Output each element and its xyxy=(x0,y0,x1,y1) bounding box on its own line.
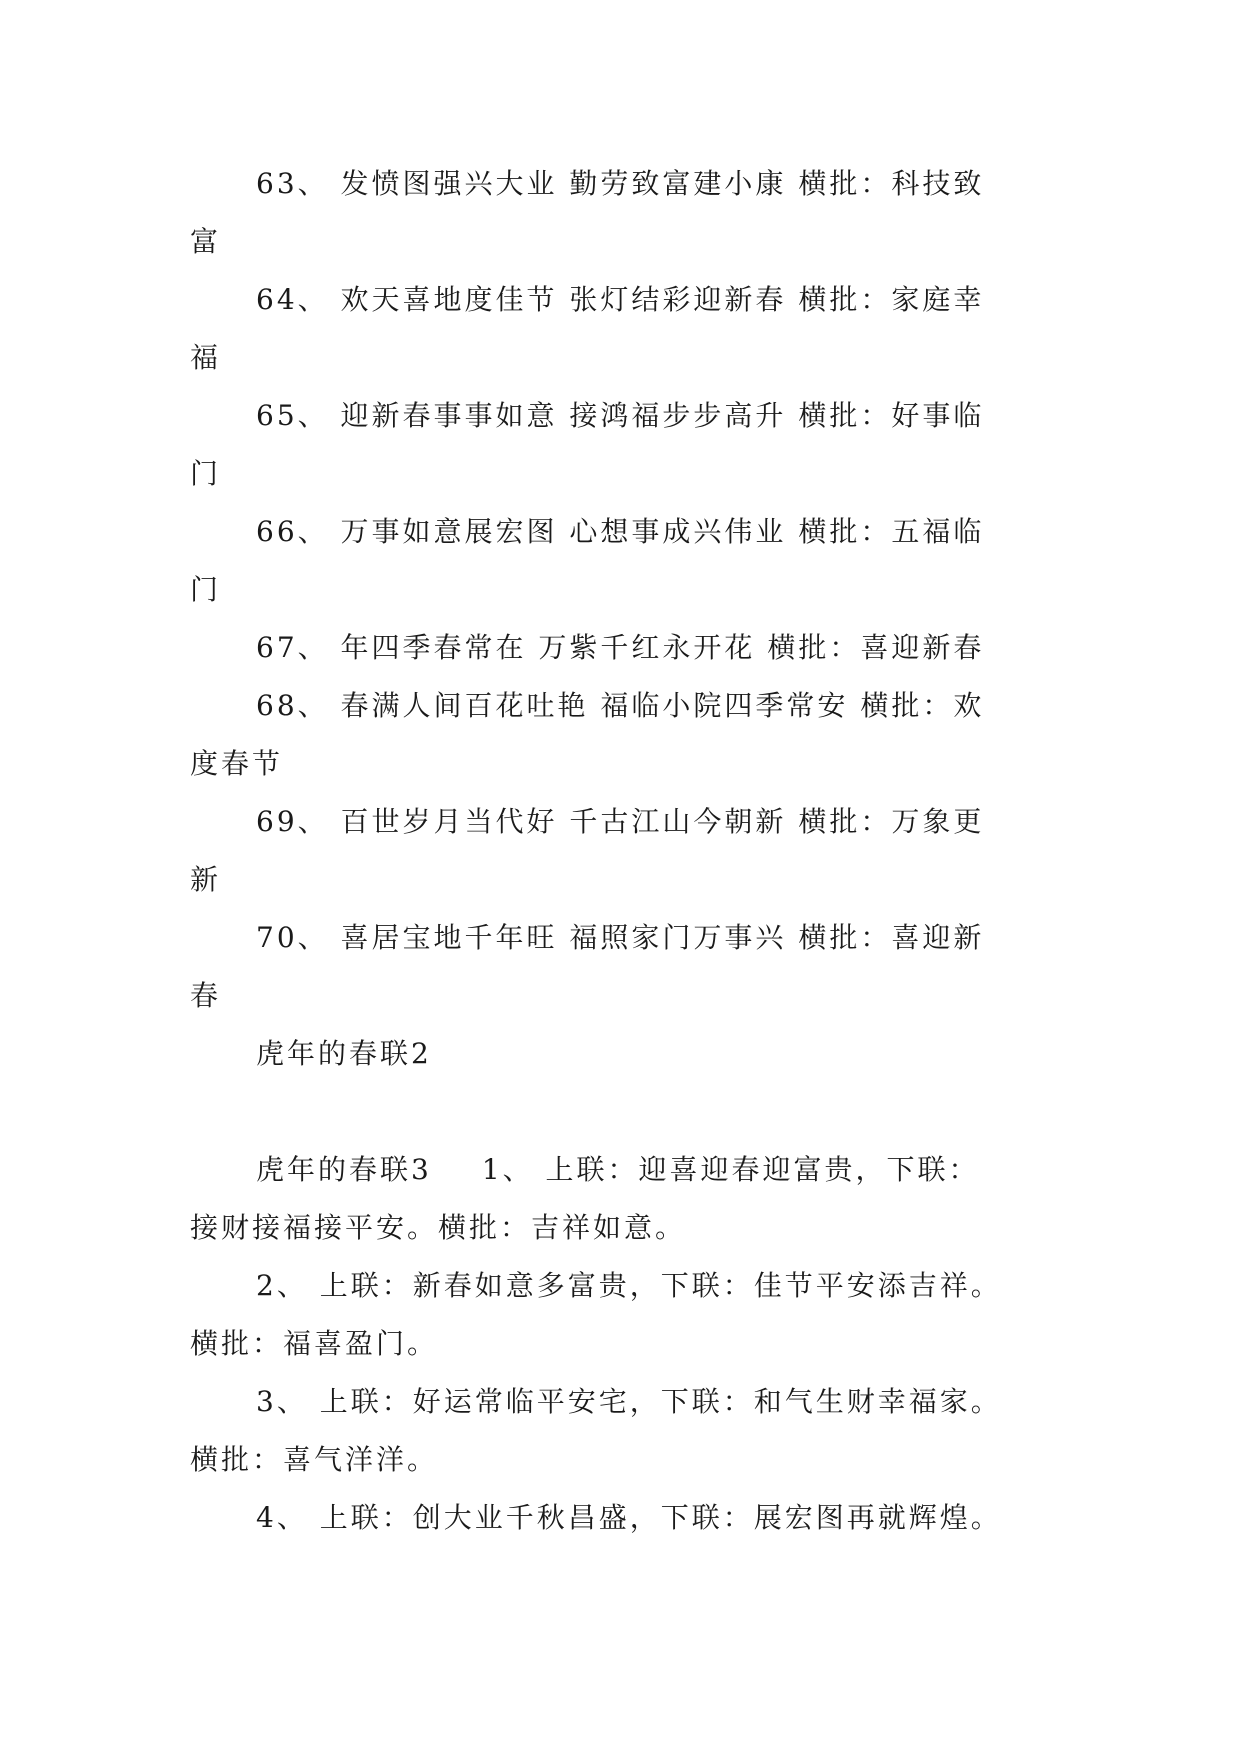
blank-line xyxy=(190,1083,1060,1141)
document-body xyxy=(190,155,1060,1547)
text-line: 64、 欢天喜地度佳节 张灯结彩迎新春 横批：家庭幸 xyxy=(256,283,985,316)
text-line: 70、 喜居宝地千年旺 福照家门万事兴 横批：喜迎新 xyxy=(256,921,985,954)
text-line: 67、 年四季春常在 万紫千红永开花 横批：喜迎新春 xyxy=(256,631,985,664)
text-line: 2、 上联：新春如意多富贵，下联：佳节平安添吉祥。 xyxy=(256,1269,1002,1302)
text-line: 68、 春满人间百花吐艳 福临小院四季常安 横批：欢 xyxy=(256,689,985,722)
text-line: 横批：福喜盈门。 xyxy=(190,1327,439,1360)
text-line: 度春节 xyxy=(190,747,284,780)
text-line: 66、 万事如意展宏图 心想事成兴伟业 横批：五福临 xyxy=(256,515,985,548)
text-line: 接财接福接平安。横批：吉祥如意。 xyxy=(190,1211,687,1244)
text-line: 门 xyxy=(190,573,222,606)
text-line: 65、 迎新春事事如意 接鸿福步步高升 横批：好事临 xyxy=(256,399,985,432)
text-line: 4、 上联：创大业千秋昌盛，下联：展宏图再就辉煌。 xyxy=(256,1501,1002,1534)
text-line: 福 xyxy=(190,341,222,374)
section-heading-3-line xyxy=(190,1141,1060,1199)
text-line: 69、 百世岁月当代好 千古江山今朝新 横批：万象更 xyxy=(256,805,985,838)
section-heading-3: 虎年的春联3 xyxy=(256,1153,432,1186)
section-3-first-item: 1、 上联：迎喜迎春迎富贵，下联： xyxy=(481,1153,980,1186)
section-heading-2: 虎年的春联2 xyxy=(256,1037,432,1070)
text-line: 新 xyxy=(190,863,222,896)
text-line: 横批：喜气洋洋。 xyxy=(190,1443,439,1476)
text-line: 富 xyxy=(190,225,222,258)
text-line: 3、 上联：好运常临平安宅，下联：和气生财幸福家。 xyxy=(256,1385,1002,1418)
text-line: 春 xyxy=(190,979,222,1012)
text-line: 63、 发愤图强兴大业 勤劳致富建小康 横批：科技致 xyxy=(256,167,985,200)
text-line: 门 xyxy=(190,457,222,490)
